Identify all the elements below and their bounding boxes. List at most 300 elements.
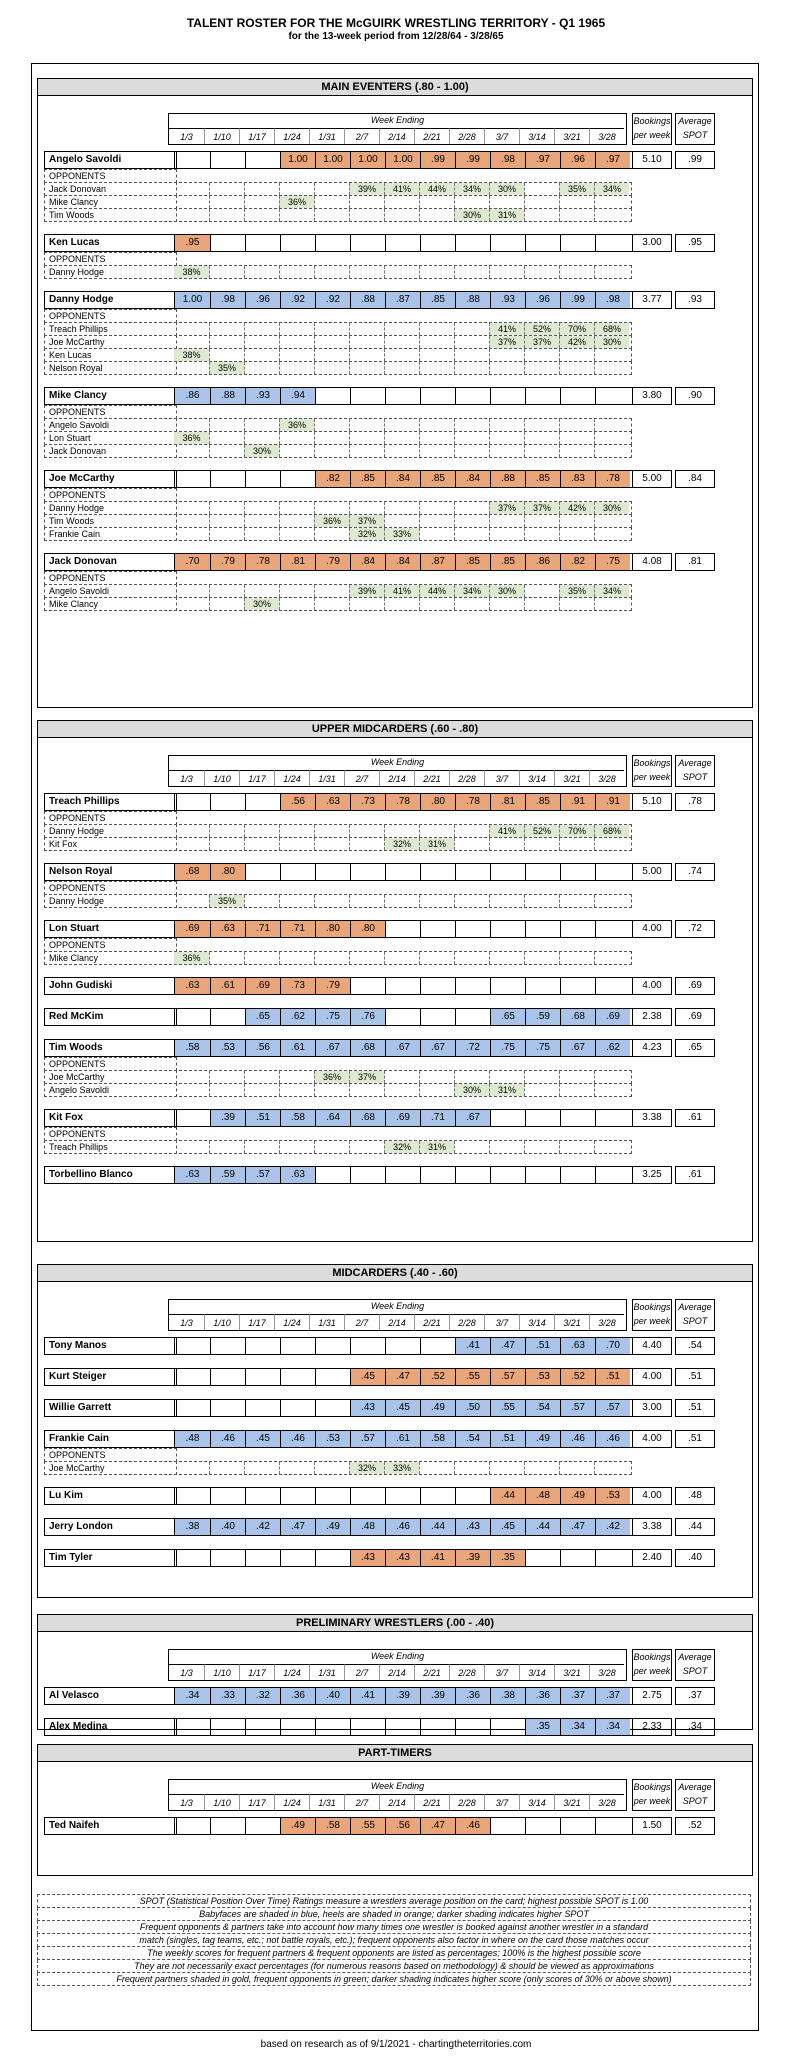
opponent-cell xyxy=(314,528,349,540)
note-line: match (singles, tag teams, etc.; not battle royals, etc.); frequent opponents also factor in where on the card those matches occur xyxy=(37,1934,751,1947)
week-cell: .64 xyxy=(315,1110,350,1126)
opponent-cells xyxy=(174,322,632,336)
week-header xyxy=(168,113,627,145)
week-cells xyxy=(174,1008,633,1026)
opponent-name: Angelo Savoldi xyxy=(44,584,177,598)
week-cell xyxy=(350,1338,385,1354)
week-cell: .65 xyxy=(245,1009,280,1025)
week-cell: .94 xyxy=(280,388,315,404)
week-cell: .63 xyxy=(175,978,210,994)
opponent-name: Ken Lucas xyxy=(44,348,177,362)
opponent-cell xyxy=(174,825,209,837)
opponent-cell: 42% xyxy=(559,502,594,514)
opponents-label: OPPONENTS xyxy=(44,1127,177,1141)
wrestler-row xyxy=(44,1518,744,1534)
opponent-cell xyxy=(244,1084,279,1096)
week-cell xyxy=(245,1550,280,1566)
opponent-cell xyxy=(559,349,594,361)
opponent-cells xyxy=(174,501,632,515)
opponent-cell xyxy=(244,838,279,850)
opponent-cell: 68% xyxy=(594,323,629,335)
date-1-31: 1/31 xyxy=(309,1664,344,1680)
week-cell xyxy=(350,1167,385,1183)
week-cell xyxy=(245,235,280,251)
week-cell: .67 xyxy=(455,1110,490,1126)
opponent-cell xyxy=(174,895,209,907)
opponent-cell: 37% xyxy=(349,1071,384,1083)
opponent-cell: 32% xyxy=(384,838,419,850)
note-line: Frequent partners shaded in gold, frequent opponents in green; darker shading indicates higher score (only scores of 30% or above shown) xyxy=(37,1973,751,1986)
notes xyxy=(37,1894,751,1986)
week-cells xyxy=(174,553,633,571)
page-subtitle: for the 13-week period from 12/28/64 - 3/28/65 xyxy=(288,31,504,42)
date-row xyxy=(169,128,626,144)
week-cell xyxy=(420,978,455,994)
week-cell: .47 xyxy=(490,1338,525,1354)
week-cell: .78 xyxy=(455,794,490,810)
opponent-cell xyxy=(489,196,524,208)
date-1-10: 1/10 xyxy=(204,770,239,786)
note-line: Babyfaces are shaded in blue, heels are shaded in orange; darker shading indicates higher SPOT xyxy=(37,1908,751,1921)
opponent-cell xyxy=(279,209,314,221)
opponent-cell: 31% xyxy=(489,209,524,221)
opponent-cell xyxy=(244,209,279,221)
week-cell: .43 xyxy=(350,1550,385,1566)
week-cells xyxy=(174,1430,633,1448)
week-cell: .85 xyxy=(525,794,560,810)
opponent-cell xyxy=(209,1462,244,1474)
average-value: .61 xyxy=(675,1109,715,1127)
opponent-cells xyxy=(174,527,632,541)
week-cell: .51 xyxy=(490,1431,525,1447)
opponent-name: Lon Stuart xyxy=(44,431,177,445)
week-cell xyxy=(315,1550,350,1566)
opponent-name: Danny Hodge xyxy=(44,501,177,515)
opponent-cell xyxy=(174,419,209,431)
week-cell: .75 xyxy=(595,554,630,570)
week-cell: .96 xyxy=(560,152,595,168)
opponent-cell xyxy=(524,598,559,610)
opponent-cell xyxy=(594,196,629,208)
wrestler-row xyxy=(44,1487,744,1503)
wrestler-name: Kurt Steiger xyxy=(44,1368,177,1386)
week-header xyxy=(168,1779,627,1811)
week-cell: .62 xyxy=(280,1009,315,1025)
week-cell xyxy=(560,1550,595,1566)
date-3-28: 3/28 xyxy=(589,1794,624,1810)
week-cell: .65 xyxy=(490,1009,525,1025)
opponent-cell xyxy=(209,825,244,837)
opponent-cell xyxy=(524,432,559,444)
opponent-cell xyxy=(489,528,524,540)
opponent-cells xyxy=(174,182,632,196)
opponent-row xyxy=(44,1083,634,1095)
week-cell xyxy=(525,978,560,994)
opponent-cell xyxy=(489,952,524,964)
week-cell: .39 xyxy=(420,1688,455,1704)
opponent-cell xyxy=(454,196,489,208)
opponent-cell xyxy=(594,1071,629,1083)
week-cell: .37 xyxy=(560,1688,595,1704)
date-row xyxy=(169,770,626,786)
opponent-cell xyxy=(524,515,559,527)
opponent-cell xyxy=(594,838,629,850)
opponent-cell xyxy=(209,1084,244,1096)
opponent-cell: 44% xyxy=(419,585,454,597)
opponent-cell xyxy=(419,323,454,335)
opponent-cell xyxy=(489,362,524,374)
week-cell xyxy=(455,235,490,251)
opponent-name: Treach Phillips xyxy=(44,322,177,336)
opponent-cell xyxy=(524,445,559,457)
opponent-cell xyxy=(314,1462,349,1474)
week-cell: .61 xyxy=(385,1431,420,1447)
date-2-28: 2/28 xyxy=(449,1664,484,1680)
week-cell xyxy=(245,1338,280,1354)
week-cell: .88 xyxy=(490,471,525,487)
week-cell xyxy=(595,388,630,404)
bookings-value: 3.77 xyxy=(632,291,672,309)
date-1-10: 1/10 xyxy=(204,1314,239,1330)
week-cell: .55 xyxy=(455,1369,490,1385)
opponent-name: Danny Hodge xyxy=(44,265,177,279)
date-1-17: 1/17 xyxy=(239,1314,274,1330)
opponent-cell xyxy=(174,1071,209,1083)
bookings-value: 4.40 xyxy=(632,1337,672,1355)
opponent-cell xyxy=(174,1084,209,1096)
opponent-cell: 41% xyxy=(384,585,419,597)
week-cells xyxy=(174,1368,633,1386)
week-cell: .51 xyxy=(525,1338,560,1354)
week-cell xyxy=(280,1338,315,1354)
opponent-cell xyxy=(454,432,489,444)
week-cell: .67 xyxy=(420,1040,455,1056)
week-cell xyxy=(420,921,455,937)
opponent-cell xyxy=(559,362,594,374)
average-value: .48 xyxy=(675,1487,715,1505)
week-cell xyxy=(385,978,420,994)
week-cell xyxy=(560,1110,595,1126)
wrestler-row xyxy=(44,387,744,403)
opponent-cell xyxy=(384,323,419,335)
week-ending-label: Week Ending xyxy=(370,1301,425,1311)
opponent-cell xyxy=(454,349,489,361)
opponent-cell xyxy=(419,825,454,837)
week-cell: .93 xyxy=(245,388,280,404)
bookings-header: Bookings per week xyxy=(632,1649,672,1681)
opponent-name: Danny Hodge xyxy=(44,824,177,838)
opponent-name: Treach Phillips xyxy=(44,1140,177,1154)
opponent-cell xyxy=(314,838,349,850)
date-2-28: 2/28 xyxy=(449,770,484,786)
opponent-cell xyxy=(454,515,489,527)
week-cell xyxy=(420,864,455,880)
opponent-cell xyxy=(209,266,244,278)
wrestler-name: Nelson Royal xyxy=(44,863,177,881)
opponent-cell: 39% xyxy=(349,585,384,597)
opponent-cell xyxy=(454,838,489,850)
wrestler-name: Jack Donovan xyxy=(44,553,177,571)
opponent-cell xyxy=(209,209,244,221)
opponent-cell: 31% xyxy=(419,838,454,850)
date-3-7: 3/7 xyxy=(484,128,519,144)
opponent-cell: 42% xyxy=(559,336,594,348)
opponent-name: Frankie Cain xyxy=(44,527,177,541)
opponent-cell xyxy=(314,349,349,361)
opponent-cell xyxy=(419,362,454,374)
week-cell: .40 xyxy=(315,1688,350,1704)
week-cell xyxy=(560,1167,595,1183)
week-cell: .53 xyxy=(595,1488,630,1504)
week-cell: 1.00 xyxy=(385,152,420,168)
week-cells xyxy=(174,793,633,811)
week-cells xyxy=(174,863,633,881)
date-3-21: 3/21 xyxy=(554,128,589,144)
average-value: .51 xyxy=(675,1430,715,1448)
week-cell: .46 xyxy=(560,1431,595,1447)
week-cell: .92 xyxy=(315,292,350,308)
average-header: Average SPOT xyxy=(675,1299,715,1331)
opponent-cell xyxy=(594,1084,629,1096)
bookings-header: Bookings per week xyxy=(632,113,672,145)
week-cell xyxy=(280,1550,315,1566)
week-cell: .63 xyxy=(175,1167,210,1183)
week-cell xyxy=(420,1338,455,1354)
week-cell: .49 xyxy=(315,1519,350,1535)
date-1-31: 1/31 xyxy=(309,128,344,144)
opponent-cell: 70% xyxy=(559,825,594,837)
opponent-cell xyxy=(384,209,419,221)
opponent-cell xyxy=(524,362,559,374)
opponent-cell xyxy=(454,895,489,907)
week-cells xyxy=(174,151,633,169)
bookings-value: 5.00 xyxy=(632,863,672,881)
week-cell xyxy=(420,1719,455,1735)
opponent-cell: 30% xyxy=(489,183,524,195)
opponent-cells xyxy=(174,431,632,445)
average-value: .51 xyxy=(675,1399,715,1417)
date-1-17: 1/17 xyxy=(239,1794,274,1810)
opponent-cells xyxy=(174,195,632,209)
bookings-value: 4.00 xyxy=(632,1430,672,1448)
week-cell: .56 xyxy=(245,1040,280,1056)
average-value: .81 xyxy=(675,553,715,571)
wrestler-name: Joe McCarthy xyxy=(44,470,177,488)
opponent-cell: 44% xyxy=(419,183,454,195)
opponent-cell xyxy=(559,1462,594,1474)
date-2-28: 2/28 xyxy=(449,1794,484,1810)
week-cells xyxy=(174,1817,633,1835)
opponent-row xyxy=(44,584,634,596)
opponent-name: Angelo Savoldi xyxy=(44,418,177,432)
week-cell: .48 xyxy=(175,1431,210,1447)
week-cell xyxy=(175,152,210,168)
week-cell xyxy=(245,1488,280,1504)
bookings-value: 2.40 xyxy=(632,1549,672,1567)
week-cell: .68 xyxy=(175,864,210,880)
week-cell: .81 xyxy=(280,554,315,570)
opponent-cell xyxy=(559,266,594,278)
week-cell xyxy=(595,978,630,994)
week-cell: .45 xyxy=(490,1519,525,1535)
opponent-cell xyxy=(419,895,454,907)
week-cell xyxy=(455,864,490,880)
week-cell: .44 xyxy=(525,1519,560,1535)
opponent-cell xyxy=(419,196,454,208)
opponent-cell xyxy=(454,266,489,278)
opponent-cell xyxy=(244,196,279,208)
bookings-value: 3.00 xyxy=(632,1399,672,1417)
opponent-cell: 36% xyxy=(314,515,349,527)
week-cell: .46 xyxy=(595,1431,630,1447)
week-cell: .70 xyxy=(595,1338,630,1354)
wrestler-name: Frankie Cain xyxy=(44,1430,177,1448)
week-cell: .35 xyxy=(525,1719,560,1735)
opponents-label: OPPONENTS xyxy=(44,488,177,502)
opponent-cell xyxy=(314,183,349,195)
week-cell xyxy=(315,388,350,404)
opponent-cells xyxy=(174,514,632,528)
week-cell: .78 xyxy=(595,471,630,487)
week-cell xyxy=(210,1009,245,1025)
week-cell: .45 xyxy=(385,1400,420,1416)
opponent-cell xyxy=(349,1084,384,1096)
week-cell: .32 xyxy=(245,1688,280,1704)
week-cell xyxy=(350,1719,385,1735)
opponent-cell xyxy=(174,1462,209,1474)
opponents-label: OPPONENTS xyxy=(44,309,177,323)
week-header xyxy=(168,755,627,787)
opponent-cell xyxy=(349,825,384,837)
date-1-3: 1/3 xyxy=(169,1664,204,1680)
opponent-cell xyxy=(244,528,279,540)
opponent-cell xyxy=(594,362,629,374)
opponent-cell xyxy=(489,1071,524,1083)
wrestler-name: Alex Medina xyxy=(44,1718,177,1736)
week-cell: .53 xyxy=(315,1431,350,1447)
week-cell xyxy=(490,1110,525,1126)
week-cell: .84 xyxy=(385,471,420,487)
section-1 xyxy=(37,720,753,1242)
opponent-cell xyxy=(349,1141,384,1153)
opponent-row xyxy=(44,348,634,360)
average-value: .74 xyxy=(675,863,715,881)
date-1-10: 1/10 xyxy=(204,128,239,144)
opponent-cell xyxy=(279,432,314,444)
date-3-28: 3/28 xyxy=(589,770,624,786)
date-3-14: 3/14 xyxy=(519,1664,554,1680)
week-cell xyxy=(175,1719,210,1735)
week-cell: .36 xyxy=(455,1688,490,1704)
opponent-row xyxy=(44,322,634,334)
opponent-name: Jack Donovan xyxy=(44,182,177,196)
opponent-cell: 34% xyxy=(594,183,629,195)
date-row xyxy=(169,1794,626,1810)
week-cell: .45 xyxy=(245,1431,280,1447)
opponent-cell: 37% xyxy=(489,502,524,514)
date-3-7: 3/7 xyxy=(484,1794,519,1810)
week-cells xyxy=(174,1399,633,1417)
opponent-cell xyxy=(279,952,314,964)
week-cell xyxy=(525,235,560,251)
average-header: Average SPOT xyxy=(675,1779,715,1811)
week-cell xyxy=(525,921,560,937)
opponent-cell xyxy=(209,349,244,361)
opponent-cell xyxy=(349,209,384,221)
opponent-cell xyxy=(314,825,349,837)
opponent-cell xyxy=(349,336,384,348)
opponent-cell xyxy=(349,952,384,964)
bookings-value: 5.10 xyxy=(632,793,672,811)
week-cell xyxy=(280,1488,315,1504)
note-line: They are not necessarily exact percentages (for numerous reasons based on methodology) & should be viewed as approximations xyxy=(37,1960,751,1973)
opponent-cell xyxy=(384,895,419,907)
opponent-cell xyxy=(524,196,559,208)
opponent-cell xyxy=(454,1071,489,1083)
date-2-21: 2/21 xyxy=(414,1314,449,1330)
wrestler-row xyxy=(44,793,744,809)
opponent-cell xyxy=(209,585,244,597)
week-cell: .46 xyxy=(455,1818,490,1834)
week-cell xyxy=(175,1818,210,1834)
date-1-31: 1/31 xyxy=(309,770,344,786)
week-cell: .85 xyxy=(525,471,560,487)
opponent-cell xyxy=(174,528,209,540)
bookings-value: 3.38 xyxy=(632,1518,672,1536)
opponent-cell xyxy=(349,349,384,361)
week-cell: .92 xyxy=(280,292,315,308)
opponent-cell xyxy=(349,266,384,278)
opponent-cell: 30% xyxy=(244,445,279,457)
wrestler-name: John Gudiski xyxy=(44,977,177,995)
opponent-cell xyxy=(314,196,349,208)
opponent-cell xyxy=(419,419,454,431)
opponent-cell xyxy=(314,952,349,964)
opponent-cell xyxy=(244,266,279,278)
opponent-cell xyxy=(524,419,559,431)
wrestler-name: Jerry London xyxy=(44,1518,177,1536)
opponent-row xyxy=(44,444,634,456)
opponent-cell: 30% xyxy=(454,209,489,221)
date-1-10: 1/10 xyxy=(204,1794,239,1810)
date-1-3: 1/3 xyxy=(169,128,204,144)
opponent-cell xyxy=(174,515,209,527)
week-cells xyxy=(174,1518,633,1536)
bookings-value: 3.80 xyxy=(632,387,672,405)
opponents-label: OPPONENTS xyxy=(44,1057,177,1071)
opponent-cell xyxy=(559,445,594,457)
week-cell xyxy=(315,1338,350,1354)
opponent-cell xyxy=(524,1071,559,1083)
opponent-cell xyxy=(174,1141,209,1153)
week-cell: .34 xyxy=(595,1719,630,1735)
opponent-row xyxy=(44,824,634,836)
week-cell: 1.00 xyxy=(315,152,350,168)
week-cell: .41 xyxy=(455,1338,490,1354)
section-3 xyxy=(37,1614,753,1730)
date-2-28: 2/28 xyxy=(449,128,484,144)
week-cell: .88 xyxy=(210,388,245,404)
note-line: Frequent opponents & partners take into account how many times one wrestler is booked against another wrestler in a standard xyxy=(37,1921,751,1934)
week-cell xyxy=(385,864,420,880)
opponent-cell xyxy=(244,515,279,527)
opponent-cell xyxy=(384,1084,419,1096)
opponent-cell xyxy=(419,266,454,278)
average-value: .40 xyxy=(675,1549,715,1567)
opponent-cell xyxy=(489,1462,524,1474)
opponent-cell xyxy=(454,336,489,348)
week-cell xyxy=(175,1009,210,1025)
